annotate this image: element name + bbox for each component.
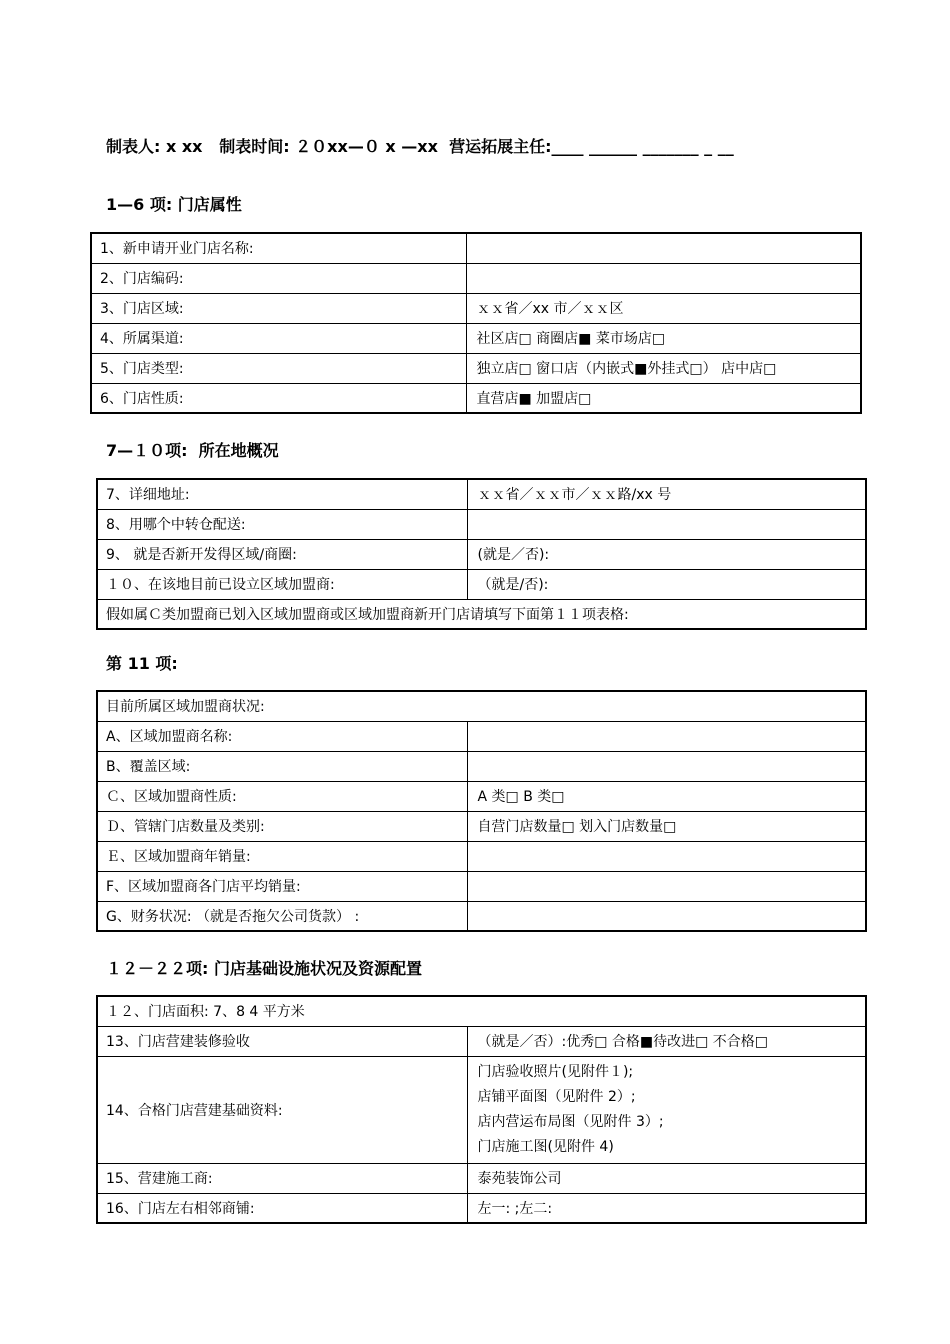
store-attributes-table [90, 232, 862, 414]
field-value: （就是／否）:优秀□ 合格■待改进□ 不合格□ [467, 1026, 866, 1056]
field-label: Ｄ、管辖门店数量及类别: [97, 811, 467, 841]
table-row [97, 751, 866, 781]
area-row: １２、门店面积: 7、8 4 平方米 [97, 996, 866, 1026]
field-label: 1、新申请开业门店名称: [91, 233, 466, 263]
field-label: 4、所属渠道: [91, 323, 466, 353]
field-value [467, 841, 866, 871]
table-row [97, 721, 866, 751]
table-row [97, 871, 866, 901]
section-title-attributes: 1—6 项: 门店属性 [106, 195, 242, 214]
field-label: 8、用哪个中转仓配送: [97, 509, 467, 539]
table-row [97, 1056, 866, 1163]
field-value: ｘｘ省／xx 市／ｘｘ区 [466, 293, 861, 323]
table-row [97, 1026, 866, 1056]
section-title-franchisee: 第 11 项: [106, 654, 178, 673]
note-row: 假如属Ｃ类加盟商已划入区域加盟商或区域加盟商新开门店请填写下面第１１项表格: [97, 599, 866, 629]
field-value: 左一: ;左二: [467, 1193, 866, 1223]
field-label: G、财务状况: （就是否拖欠公司货款） : [97, 901, 467, 931]
table-row [97, 781, 866, 811]
field-value: 自营门店数量□ 划入门店数量□ [467, 811, 866, 841]
field-value: 泰苑装饰公司 [467, 1163, 866, 1193]
field-value [466, 263, 861, 293]
field-value: ｘｘ省／ｘｘ市／ｘｘ路/xx 号 [467, 479, 866, 509]
field-value: A 类□ B 类□ [467, 781, 866, 811]
franchisee-table [96, 690, 867, 932]
field-value: (就是／否): [467, 539, 866, 569]
table-row [91, 353, 861, 383]
field-label: 9、 就是否新开发得区域/商圈: [97, 539, 467, 569]
field-label: Ｅ、区域加盟商年销量: [97, 841, 467, 871]
table-row [97, 996, 866, 1026]
table-row [91, 233, 861, 263]
location-table [96, 478, 867, 630]
table-row [97, 1193, 866, 1223]
field-value [466, 233, 861, 263]
table-row [97, 569, 866, 599]
field-value [467, 721, 866, 751]
field-value [467, 509, 866, 539]
field-label: 2、门店编码: [91, 263, 466, 293]
table-row [97, 509, 866, 539]
field-label: A、区域加盟商名称: [97, 721, 467, 751]
field-label: B、覆盖区域: [97, 751, 467, 781]
section-title-infrastructure: １２－２２项: 门店基础设施状况及资源配置 [106, 959, 422, 978]
table-row [97, 841, 866, 871]
field-label: 5、门店类型: [91, 353, 466, 383]
field-value [467, 751, 866, 781]
table-row [91, 323, 861, 353]
field-value: 社区店□ 商圈店■ 菜市场店□ [466, 323, 861, 353]
document-item: 门店验收照片(见附件１); [477, 1063, 634, 1080]
document-item: 店铺平面图（见附件 2）; [477, 1088, 636, 1105]
table-row [91, 293, 861, 323]
table-row [91, 263, 861, 293]
table-row [97, 539, 866, 569]
header-row: 目前所属区域加盟商状况: [97, 691, 866, 721]
table-row [97, 901, 866, 931]
document-item: 门店施工图(见附件 4) [477, 1138, 614, 1155]
field-value: （就是/否): [467, 569, 866, 599]
field-label: 13、门店营建装修验收 [97, 1026, 467, 1056]
field-value: 独立店□ 窗口店（内嵌式■外挂式□） 店中店□ [466, 353, 861, 383]
field-value [467, 901, 866, 931]
table-row [97, 1163, 866, 1193]
documents-list [467, 1056, 866, 1163]
field-label: 15、营建施工商: [97, 1163, 467, 1193]
field-label: 16、门店左右相邻商铺: [97, 1193, 467, 1223]
field-label: 6、门店性质: [91, 383, 466, 413]
infrastructure-table [96, 995, 867, 1224]
field-value: 直营店■ 加盟店□ [466, 383, 861, 413]
table-row [97, 691, 866, 721]
table-row [97, 599, 866, 629]
field-label: Ｃ、区域加盟商性质: [97, 781, 467, 811]
document-item: 店内营运布局图（见附件 3）; [477, 1113, 664, 1130]
form-header: 制表人: x xx 制表时间: ２０xx—０ x —xx 营运拓展主任:____ ______ _______ _ __ [106, 137, 734, 156]
field-label: 3、门店区域: [91, 293, 466, 323]
field-label: １０、在该地目前已设立区域加盟商: [97, 569, 467, 599]
field-label: 7、详细地址: [97, 479, 467, 509]
field-label: F、区域加盟商各门店平均销量: [97, 871, 467, 901]
table-row [97, 811, 866, 841]
table-row [97, 479, 866, 509]
section-title-location: 7—１０项: 所在地概况 [106, 441, 279, 460]
field-label: 14、合格门店营建基础资料: [97, 1056, 467, 1163]
table-row [91, 383, 861, 413]
field-value [467, 871, 866, 901]
